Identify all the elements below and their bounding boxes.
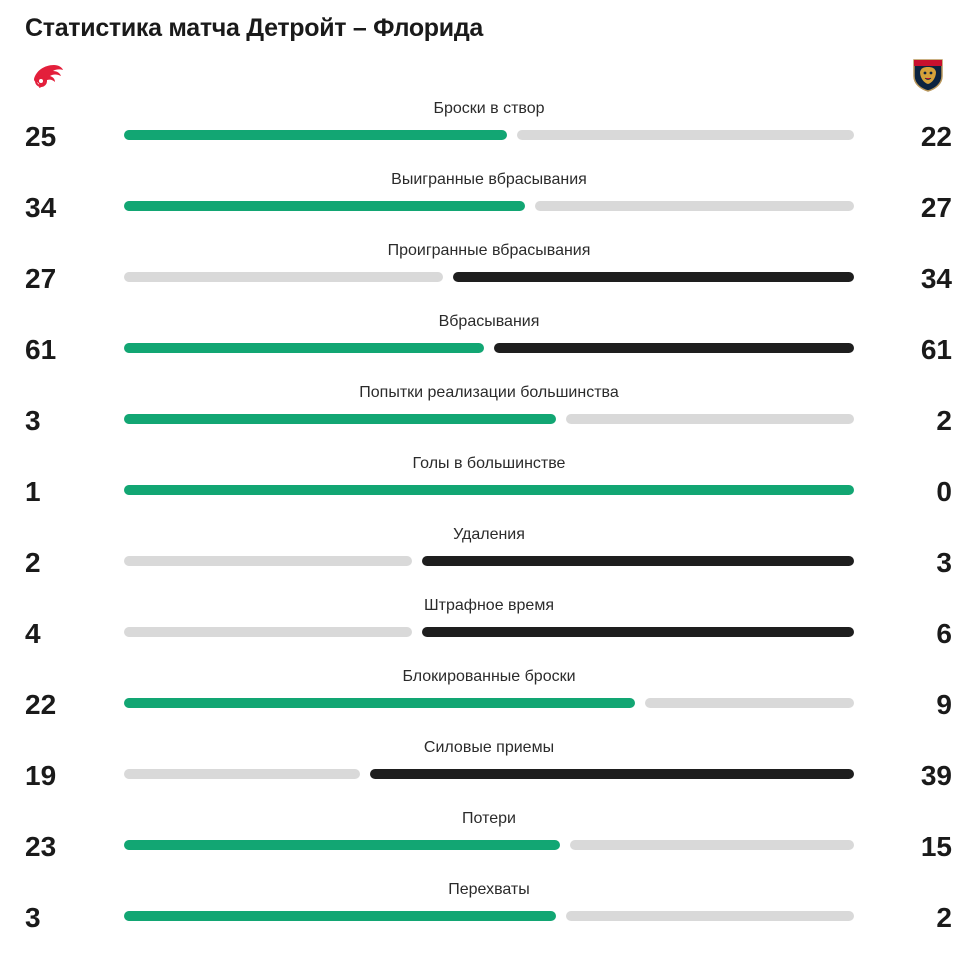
comparison-bar — [124, 414, 854, 424]
home-bar-segment — [124, 769, 360, 779]
away-value: 15 — [920, 831, 952, 862]
home-value: 1 — [25, 476, 41, 507]
away-value: 9 — [936, 689, 952, 720]
stat-label: Голы в большинстве — [412, 455, 566, 472]
stat-label: Удаления — [453, 526, 525, 543]
comparison-bar — [124, 698, 854, 708]
stat-row — [0, 810, 974, 881]
comparison-bar — [124, 343, 854, 353]
away-bar-segment — [566, 414, 854, 424]
home-bar-segment — [124, 130, 507, 140]
away-value: 2 — [936, 902, 952, 933]
stat-row — [0, 171, 974, 242]
away-value: 61 — [920, 334, 952, 365]
home-bar-segment — [124, 556, 412, 566]
home-bar-segment — [124, 414, 556, 424]
away-bar-segment — [517, 130, 854, 140]
comparison-bar — [124, 272, 854, 282]
away-value: 0 — [936, 476, 952, 507]
stat-row — [0, 597, 974, 668]
stat-row — [0, 739, 974, 810]
home-value: 34 — [25, 192, 57, 223]
stat-label: Перехваты — [448, 881, 530, 898]
away-bar-segment — [370, 769, 854, 779]
home-value: 25 — [25, 121, 57, 152]
page-title: Статистика матча Детройт – Флорида — [25, 14, 484, 42]
home-value: 4 — [25, 618, 41, 649]
comparison-bar — [124, 485, 854, 495]
home-bar-segment — [124, 911, 556, 921]
home-value: 3 — [25, 902, 41, 933]
stat-label: Штрафное время — [424, 597, 554, 614]
panthers-logo-icon — [910, 56, 946, 92]
home-value: 61 — [25, 334, 57, 365]
away-value: 3 — [936, 547, 952, 578]
home-bar-segment — [124, 840, 560, 850]
home-bar-segment — [124, 343, 484, 353]
away-value: 22 — [920, 121, 952, 152]
away-bar-segment — [645, 698, 854, 708]
comparison-bar — [124, 627, 854, 637]
stat-label: Броски в створ — [433, 100, 545, 117]
away-bar-segment — [494, 343, 854, 353]
home-bar-segment — [124, 272, 443, 282]
away-bar-segment — [570, 840, 854, 850]
comparison-bar — [124, 556, 854, 566]
stat-row — [0, 384, 974, 455]
home-bar-segment — [124, 201, 525, 211]
away-value: 39 — [920, 760, 952, 791]
home-value: 2 — [25, 547, 41, 578]
home-bar-segment — [124, 485, 854, 495]
home-value: 19 — [25, 760, 57, 791]
comparison-bar — [124, 769, 854, 779]
home-value: 27 — [25, 263, 57, 294]
home-bar-segment — [124, 698, 635, 708]
stat-row — [0, 313, 974, 384]
stat-row — [0, 242, 974, 313]
stat-label: Выигранные вбрасывания — [391, 171, 587, 188]
away-bar-segment — [453, 272, 854, 282]
stat-row — [0, 526, 974, 597]
away-value: 6 — [936, 618, 952, 649]
stat-row — [0, 455, 974, 526]
away-bar-segment — [535, 201, 854, 211]
comparison-bar — [124, 130, 854, 140]
away-value: 27 — [920, 192, 952, 223]
stat-label: Вбрасывания — [438, 313, 540, 330]
stat-label: Попытки реализации большинства — [359, 384, 619, 401]
home-bar-segment — [124, 627, 412, 637]
stat-row — [0, 668, 974, 739]
home-value: 3 — [25, 405, 41, 436]
comparison-bar — [124, 911, 854, 921]
away-bar-segment — [566, 911, 854, 921]
stat-label: Блокированные броски — [402, 668, 576, 685]
red-wings-logo-icon — [30, 57, 66, 93]
stat-label: Силовые приемы — [423, 739, 555, 756]
comparison-bar — [124, 840, 854, 850]
stat-label: Проигранные вбрасывания — [387, 242, 591, 259]
comparison-bar — [124, 201, 854, 211]
stat-row — [0, 100, 974, 171]
away-bar-segment — [422, 556, 854, 566]
away-value: 2 — [936, 405, 952, 436]
stat-row — [0, 881, 974, 952]
home-value: 23 — [25, 831, 57, 862]
home-value: 22 — [25, 689, 57, 720]
away-value: 34 — [920, 263, 952, 294]
away-bar-segment — [422, 627, 854, 637]
stat-label: Потери — [462, 810, 516, 827]
